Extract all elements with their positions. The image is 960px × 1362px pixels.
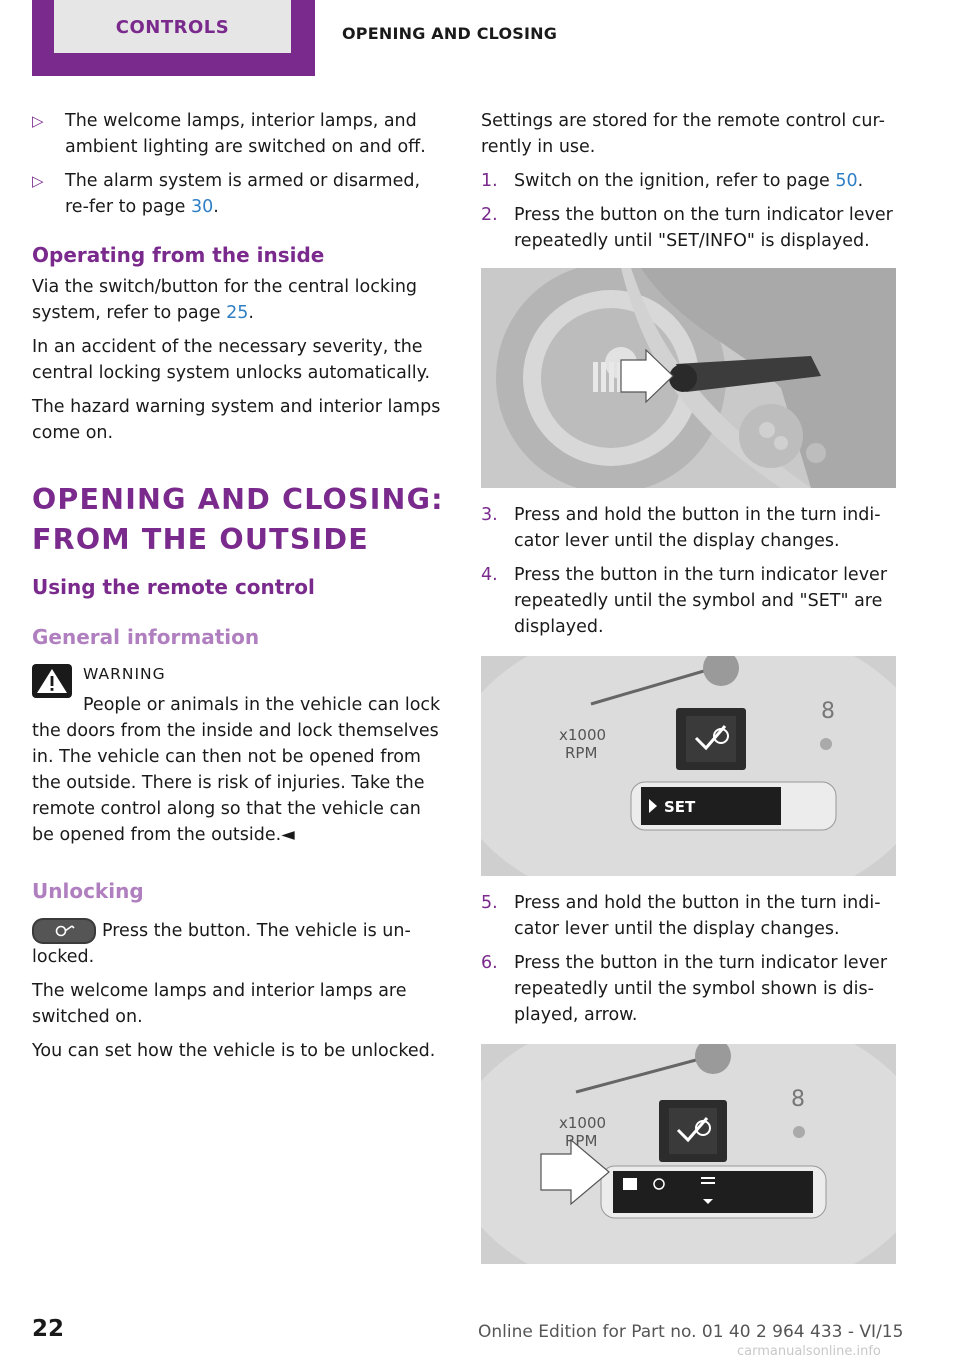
svg-text:RPM: RPM — [565, 1132, 598, 1150]
step-item: 4. Press the button in the turn indicator lever repeatedly until the symbol and "SET" are displayed. — [481, 565, 888, 637]
inside-paragraph-3: The hazard warning system and interior lamps come on. — [32, 397, 441, 443]
warning-box — [32, 662, 444, 848]
step-item: 3. Press and hold the button in the turn indi-cator lever until the display changes. — [481, 505, 881, 551]
remote-heading: Using the remote control — [32, 575, 315, 599]
set-label: SET — [664, 798, 696, 816]
step-item: 5. Press and hold the button in the turn indi-cator lever until the display changes. — [481, 893, 881, 939]
main-heading: OPENING AND CLOSING: FROM THE OUTSIDE — [32, 483, 444, 556]
unlocking-heading: Unlocking — [32, 879, 144, 903]
triangle-bullet-icon: ▷ — [32, 112, 44, 130]
set-paragraph: You can set how the vehicle is to be unlocked. — [32, 1041, 436, 1061]
right-column — [481, 108, 897, 1264]
step-item: 6. Press the button in the turn indicator lever repeatedly until the symbol shown is dis-played, arrow. — [481, 953, 888, 1025]
page-link[interactable]: 50 — [835, 171, 858, 191]
unlock-key-button-icon — [32, 918, 96, 944]
step-list — [481, 502, 897, 640]
edition-footer: Online Edition for Part no. 01 40 2 964 433 - VI/15 — [478, 1322, 904, 1342]
page-link[interactable]: 25 — [226, 303, 249, 323]
step-list — [481, 890, 897, 1028]
svg-text:x1000: x1000 — [559, 1114, 607, 1132]
inside-paragraph-1: Via the switch/button for the central locking system, refer to page 25. — [32, 277, 418, 323]
svg-text:RPM: RPM — [565, 744, 598, 762]
watermark: carmanualsonline.info — [737, 1344, 881, 1359]
page-number: 22 — [32, 1316, 65, 1342]
step-item: 2. Press the button on the turn indicator lever repeatedly until "SET/INFO" is displayed. — [481, 205, 893, 251]
list-item: ▷ The welcome lamps, interior lamps, and ambient lighting are switched on and off. — [32, 108, 444, 160]
section-title[interactable]: OPENING AND CLOSING — [342, 24, 558, 43]
lever-figure — [481, 268, 896, 488]
step-list — [481, 168, 897, 254]
warning-icon — [32, 664, 72, 698]
general-heading: General information — [32, 625, 260, 649]
warning-text: People or animals in the vehicle can lock the doors from the inside and lock themselves in. The vehicle can then not be opened from the outside. There is risk of injuries. Take the remote control along so that the vehicle can be opened from the outside.◄ — [32, 695, 441, 845]
chapter-label[interactable]: CONTROLS — [115, 17, 230, 38]
inside-paragraph-2: In an accident of the necessary severity, the central locking system unlocks automatically. — [32, 337, 431, 383]
warning-title: WARNING — [83, 665, 166, 683]
welcome-paragraph: The welcome lamps and interior lamps are switched on. — [32, 981, 407, 1027]
left-column — [32, 108, 444, 1064]
display-set-figure — [481, 656, 896, 876]
intro-paragraph: Settings are stored for the remote control cur-rently in use. — [481, 111, 885, 157]
svg-text:x1000: x1000 — [559, 726, 607, 744]
bullet-list — [32, 108, 444, 220]
page-link[interactable]: 30 — [190, 197, 214, 217]
svg-text:8: 8 — [791, 1087, 805, 1112]
list-item: ▷ The alarm system is armed or disarmed, re-fer to page 30. — [32, 168, 444, 220]
unlock-paragraph: Press the button. The vehicle is un-locked. — [32, 918, 444, 970]
display-arrow-figure — [481, 1044, 896, 1264]
svg-text:8: 8 — [821, 699, 835, 724]
inside-heading: Operating from the inside — [32, 243, 325, 267]
triangle-bullet-icon: ▷ — [32, 172, 44, 190]
step-item: 1. Switch on the ignition, refer to page 50. — [481, 171, 864, 191]
